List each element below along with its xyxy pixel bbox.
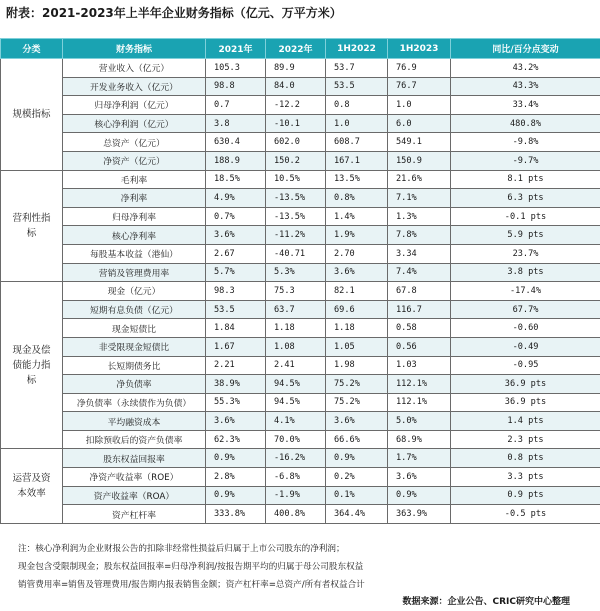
table-row [1, 263, 600, 282]
table-row [1, 449, 600, 468]
table-row [1, 133, 600, 152]
value-2022-cell: 70.0% [266, 430, 326, 449]
value-change-cell: 0.8 pts [451, 449, 600, 468]
value-2021-cell: 98.8 [206, 77, 266, 96]
table-row [1, 59, 600, 78]
value-1h2023-cell: 7.8% [388, 226, 451, 245]
value-change-cell: -9.7% [451, 151, 600, 170]
value-2022-cell: 94.5% [266, 393, 326, 412]
indicator-cell: 每股基本收益（港仙） [63, 244, 206, 263]
value-1h2023-cell: 1.0 [388, 96, 451, 115]
indicator-cell: 净负债率 [63, 375, 206, 394]
value-change-cell: 36.9 pts [451, 375, 600, 394]
value-2022-cell: 94.5% [266, 375, 326, 394]
value-2022-cell: -40.71 [266, 244, 326, 263]
header-1h2023: 1H2023 [388, 39, 451, 59]
value-1h2022-cell: 1.4% [326, 207, 388, 226]
value-change-cell: 3.8 pts [451, 263, 600, 282]
value-1h2023-cell: 112.1% [388, 375, 451, 394]
value-1h2023-cell: 1.03 [388, 356, 451, 375]
value-2022-cell: 4.1% [266, 412, 326, 431]
table-row [1, 356, 600, 375]
table-row [1, 244, 600, 263]
table-row [1, 412, 600, 431]
value-change-cell: -0.1 pts [451, 207, 600, 226]
value-2022-cell: 5.3% [266, 263, 326, 282]
footnotes [0, 540, 600, 594]
footnote-line: 现金包含受限制现金；股东权益回报率=归母净利润/按报告期平均的归属于母公司股东权益 [18, 562, 364, 572]
value-1h2022-cell: 82.1 [326, 282, 388, 301]
value-2021-cell: 630.4 [206, 133, 266, 152]
table-row [1, 96, 600, 115]
value-2021-cell: 105.3 [206, 59, 266, 78]
value-2021-cell: 3.6% [206, 412, 266, 431]
table-row [1, 151, 600, 170]
indicator-cell: 开发业务收入（亿元） [63, 77, 206, 96]
value-2021-cell: 2.67 [206, 244, 266, 263]
indicator-cell: 净资产收益率（ROE） [63, 468, 206, 487]
page-title: 附表：2021-2023年上半年企业财务指标（亿元、万平方米） [6, 6, 342, 20]
header-2021: 2021年 [206, 39, 266, 59]
value-1h2022-cell: 69.6 [326, 300, 388, 319]
value-1h2023-cell: 21.6% [388, 170, 451, 189]
value-change-cell: 5.9 pts [451, 226, 600, 245]
value-1h2022-cell: 1.9% [326, 226, 388, 245]
table-row [1, 430, 600, 449]
value-2022-cell: -13.5% [266, 207, 326, 226]
value-1h2022-cell: 1.05 [326, 337, 388, 356]
table-row [1, 468, 600, 487]
value-2022-cell: 63.7 [266, 300, 326, 319]
value-2021-cell: 1.67 [206, 337, 266, 356]
value-1h2022-cell: 0.8 [326, 96, 388, 115]
value-change-cell: 1.4 pts [451, 412, 600, 431]
value-2021-cell: 5.7% [206, 263, 266, 282]
value-1h2023-cell: 76.7 [388, 77, 451, 96]
value-change-cell: 480.8% [451, 114, 600, 133]
header-category: 分类 [1, 39, 63, 59]
value-change-cell: 2.3 pts [451, 430, 600, 449]
category-cell: 规模指标 [1, 59, 63, 171]
header-indicator: 财务指标 [63, 39, 206, 59]
value-1h2023-cell: 0.58 [388, 319, 451, 338]
value-2022-cell: 75.3 [266, 282, 326, 301]
indicator-cell: 资产收益率（ROA） [63, 486, 206, 505]
value-change-cell: 43.2% [451, 59, 600, 78]
table-header-row [1, 39, 600, 59]
value-1h2023-cell: 116.7 [388, 300, 451, 319]
value-2022-cell: 400.8% [266, 505, 326, 524]
value-2021-cell: 38.9% [206, 375, 266, 394]
table-row [1, 170, 600, 189]
value-1h2022-cell: 1.0 [326, 114, 388, 133]
value-change-cell: -0.60 [451, 319, 600, 338]
indicator-cell: 总资产（亿元） [63, 133, 206, 152]
value-2022-cell: 84.0 [266, 77, 326, 96]
indicator-cell: 扣除预收后的资产负债率 [63, 430, 206, 449]
value-change-cell: -0.49 [451, 337, 600, 356]
footnote-line: 销管费用率=销售及管理费用/报告期内报表销售金额；资产杠杆率=总资产/所有者权益合计 [18, 580, 365, 590]
table-body [1, 59, 600, 524]
category-cell: 运营及资本效率 [1, 449, 63, 523]
table-row [1, 300, 600, 319]
value-1h2023-cell: 7.1% [388, 189, 451, 208]
value-2022-cell: -1.9% [266, 486, 326, 505]
header-1h2022: 1H2022 [326, 39, 388, 59]
value-1h2022-cell: 608.7 [326, 133, 388, 152]
value-change-cell: -17.4% [451, 282, 600, 301]
value-2022-cell: 2.41 [266, 356, 326, 375]
value-2022-cell: 602.0 [266, 133, 326, 152]
indicator-cell: 净负债率（永续债作为负债） [63, 393, 206, 412]
value-1h2023-cell: 112.1% [388, 393, 451, 412]
value-1h2023-cell: 67.8 [388, 282, 451, 301]
table-row [1, 77, 600, 96]
value-change-cell: 67.7% [451, 300, 600, 319]
category-cell: 现金及偿债能力指标 [1, 282, 63, 449]
value-2022-cell: -11.2% [266, 226, 326, 245]
table-row [1, 505, 600, 524]
value-1h2022-cell: 13.5% [326, 170, 388, 189]
indicator-cell: 非受限现金短债比 [63, 337, 206, 356]
value-1h2023-cell: 7.4% [388, 263, 451, 282]
value-1h2023-cell: 68.9% [388, 430, 451, 449]
indicator-cell: 归母净利润（亿元） [63, 96, 206, 115]
value-change-cell: 36.9 pts [451, 393, 600, 412]
value-change-cell: 0.9 pts [451, 486, 600, 505]
indicator-cell: 营销及管理费用率 [63, 263, 206, 282]
value-2021-cell: 98.3 [206, 282, 266, 301]
value-1h2023-cell: 5.0% [388, 412, 451, 431]
indicator-cell: 短期有息负债（亿元） [63, 300, 206, 319]
value-2022-cell: -10.1 [266, 114, 326, 133]
value-1h2022-cell: 75.2% [326, 393, 388, 412]
value-1h2022-cell: 0.2% [326, 468, 388, 487]
value-2022-cell: 1.18 [266, 319, 326, 338]
table-row [1, 337, 600, 356]
value-1h2022-cell: 364.4% [326, 505, 388, 524]
value-1h2022-cell: 3.6% [326, 412, 388, 431]
value-2021-cell: 62.3% [206, 430, 266, 449]
value-1h2023-cell: 150.9 [388, 151, 451, 170]
value-2021-cell: 0.9% [206, 486, 266, 505]
value-1h2023-cell: 549.1 [388, 133, 451, 152]
table-row [1, 226, 600, 245]
indicator-cell: 平均融资成本 [63, 412, 206, 431]
indicator-cell: 现金短债比 [63, 319, 206, 338]
value-change-cell: -9.8% [451, 133, 600, 152]
table-row [1, 393, 600, 412]
value-2022-cell: -6.8% [266, 468, 326, 487]
value-1h2022-cell: 1.98 [326, 356, 388, 375]
value-1h2022-cell: 3.6% [326, 263, 388, 282]
value-2022-cell: 89.9 [266, 59, 326, 78]
value-1h2023-cell: 1.3% [388, 207, 451, 226]
value-1h2023-cell: 76.9 [388, 59, 451, 78]
value-2022-cell: -12.2 [266, 96, 326, 115]
value-2021-cell: 53.5 [206, 300, 266, 319]
value-2021-cell: 1.84 [206, 319, 266, 338]
value-2022-cell: 150.2 [266, 151, 326, 170]
header-change: 同比/百分点变动 [451, 39, 600, 59]
value-1h2022-cell: 75.2% [326, 375, 388, 394]
value-1h2023-cell: 6.0 [388, 114, 451, 133]
value-2021-cell: 333.8% [206, 505, 266, 524]
table-row [1, 282, 600, 301]
table-row [1, 207, 600, 226]
indicator-cell: 资产杠杆率 [63, 505, 206, 524]
value-change-cell: 8.1 pts [451, 170, 600, 189]
value-1h2022-cell: 0.1% [326, 486, 388, 505]
value-2022-cell: 1.08 [266, 337, 326, 356]
value-1h2023-cell: 363.9% [388, 505, 451, 524]
value-2021-cell: 0.9% [206, 449, 266, 468]
indicator-cell: 核心净利率 [63, 226, 206, 245]
value-1h2022-cell: 53.5 [326, 77, 388, 96]
category-cell: 营利性指标 [1, 170, 63, 282]
value-1h2023-cell: 3.34 [388, 244, 451, 263]
value-1h2022-cell: 0.9% [326, 449, 388, 468]
indicator-cell: 现金（亿元） [63, 282, 206, 301]
table-row [1, 189, 600, 208]
financial-table [0, 38, 600, 524]
value-change-cell: 23.7% [451, 244, 600, 263]
value-1h2023-cell: 3.6% [388, 468, 451, 487]
indicator-cell: 净利率 [63, 189, 206, 208]
table-row [1, 114, 600, 133]
table-row [1, 319, 600, 338]
value-2021-cell: 0.7% [206, 207, 266, 226]
value-change-cell: 33.4% [451, 96, 600, 115]
value-2021-cell: 3.8 [206, 114, 266, 133]
value-1h2023-cell: 0.56 [388, 337, 451, 356]
value-2021-cell: 4.9% [206, 189, 266, 208]
data-source: 数据来源：企业公告、CRIC研究中心整理 [402, 597, 570, 607]
value-2022-cell: -16.2% [266, 449, 326, 468]
table-row [1, 375, 600, 394]
indicator-cell: 核心净利润（亿元） [63, 114, 206, 133]
value-2021-cell: 18.5% [206, 170, 266, 189]
value-2022-cell: -13.5% [266, 189, 326, 208]
value-change-cell: 3.3 pts [451, 468, 600, 487]
value-1h2023-cell: 0.9% [388, 486, 451, 505]
value-1h2022-cell: 1.18 [326, 319, 388, 338]
indicator-cell: 归母净利率 [63, 207, 206, 226]
indicator-cell: 净资产（亿元） [63, 151, 206, 170]
value-1h2022-cell: 0.8% [326, 189, 388, 208]
indicator-cell: 股东权益回报率 [63, 449, 206, 468]
value-2021-cell: 55.3% [206, 393, 266, 412]
table-row [1, 486, 600, 505]
header-2022: 2022年 [266, 39, 326, 59]
value-change-cell: 6.3 pts [451, 189, 600, 208]
value-1h2022-cell: 66.6% [326, 430, 388, 449]
value-1h2022-cell: 167.1 [326, 151, 388, 170]
footnote-line: 注：核心净利润为企业财报公告的扣除非经常性损益后归属于上市公司股东的净利润； [18, 544, 345, 554]
value-2021-cell: 3.6% [206, 226, 266, 245]
value-2021-cell: 188.9 [206, 151, 266, 170]
indicator-cell: 长短期债务比 [63, 356, 206, 375]
value-change-cell: 43.3% [451, 77, 600, 96]
value-2021-cell: 2.21 [206, 356, 266, 375]
value-2021-cell: 2.8% [206, 468, 266, 487]
indicator-cell: 毛利率 [63, 170, 206, 189]
value-2022-cell: 10.5% [266, 170, 326, 189]
value-change-cell: -0.5 pts [451, 505, 600, 524]
indicator-cell: 营业收入（亿元） [63, 59, 206, 78]
value-1h2022-cell: 53.7 [326, 59, 388, 78]
value-change-cell: -0.95 [451, 356, 600, 375]
value-2021-cell: 0.7 [206, 96, 266, 115]
value-1h2023-cell: 1.7% [388, 449, 451, 468]
value-1h2022-cell: 2.70 [326, 244, 388, 263]
